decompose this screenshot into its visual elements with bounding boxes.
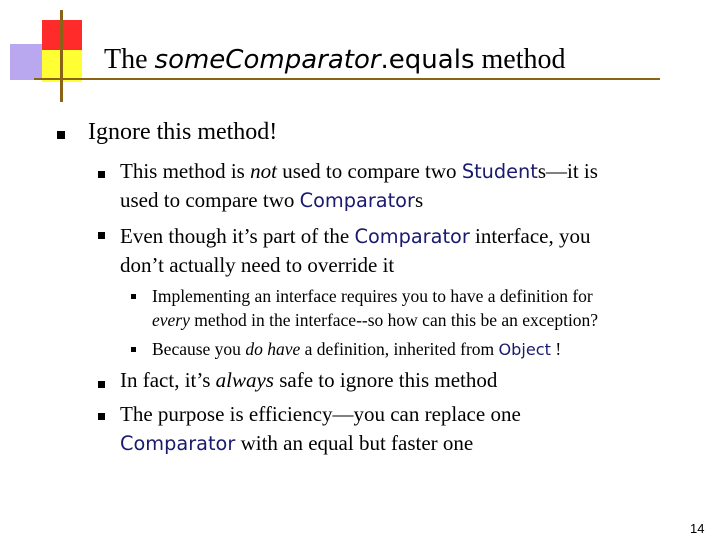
bullet-marker <box>98 381 105 388</box>
bullet-marker <box>98 413 105 420</box>
bullet-marker <box>131 294 136 299</box>
decor-line-vertical <box>60 10 63 102</box>
bullet-inherited-from-object: Because you do have a definition, inherited from Object ! <box>152 339 562 359</box>
bullet-ignore-method: Ignore this method! <box>88 119 278 145</box>
bullet-marker <box>98 232 105 239</box>
bullet-not-used-students: This method is not used to compare two Students—it is used to compare two Comparators <box>120 159 598 212</box>
title-code: .equals <box>380 45 475 75</box>
bullet-implementing-interface: Implementing an interface requires you to have a definition for every method in the interface--so how can this be an exception? <box>152 286 599 330</box>
title-code-italic: someComparator <box>154 45 381 75</box>
bullet-always-safe: In fact, it’s always safe to ignore this method <box>120 368 498 392</box>
bullet-part-of-interface: Even though it’s part of the Comparator interface, you don’t actually need to override it <box>120 224 591 277</box>
title-text-pre: The <box>104 44 155 75</box>
title-text-post: method <box>474 44 566 75</box>
slide-title <box>104 44 566 76</box>
title-underline <box>34 78 660 80</box>
bullet-marker <box>57 131 65 139</box>
page-number: 14 <box>690 521 705 536</box>
bullet-purpose-efficiency: The purpose is efficiency—you can replace one Comparator with an equal but faster one <box>120 402 521 455</box>
bullet-marker <box>131 347 136 352</box>
decor-square-purple <box>10 44 44 80</box>
bullet-marker <box>98 171 105 178</box>
